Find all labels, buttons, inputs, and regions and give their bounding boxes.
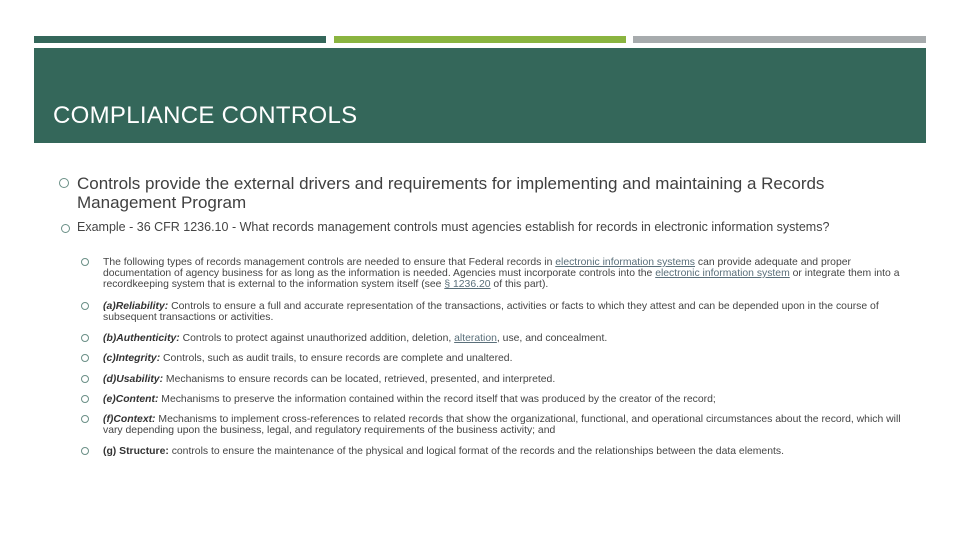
text-span: or integrate them into a recordkeeping system that is external to the information system itself (see: [103, 268, 900, 290]
item-label: (a)Reliability:: [103, 301, 169, 312]
circle-bullet-icon: [81, 302, 89, 310]
bullet-level1-item: [77, 174, 907, 212]
text-span: The following types of records management controls are needed to ensure that Federal records in: [103, 257, 556, 268]
sub-bullet-text: [103, 374, 918, 385]
sub-bullet-text: [103, 353, 918, 364]
item-label: (b)Authenticity:: [103, 333, 180, 344]
text-span: controls to ensure the maintenance of the physical and logical format of the records and the relationships between the data elements.: [168, 446, 784, 457]
sub-bullet-item: [103, 333, 918, 344]
link-alteration[interactable]: alteration: [454, 333, 497, 344]
text-span: Controls, such as audit trails, to ensure records are complete and unaltered.: [160, 353, 513, 364]
text-span: Controls to ensure a full and accurate representation of the transactions, activities or facts to which they attest and can be depended upon in the course of subsequent transactions or activities.: [103, 301, 879, 323]
item-label: (g) Structure:: [103, 446, 169, 457]
item-label: (f)Context:: [103, 414, 156, 425]
sub-bullet-text: [103, 414, 918, 436]
item-label: (c)Integrity:: [103, 353, 161, 364]
text-span: can provide adequate and proper documentation of agency business for as long as the information is needed. Agencies must incorporate controls into the: [103, 257, 851, 279]
sub-bullet-text: [103, 257, 918, 290]
circle-bullet-icon: [81, 354, 89, 362]
circle-bullet-icon: [81, 334, 89, 342]
text-span: Mechanisms to ensure records can be located, retrieved, presented, and interpreted.: [163, 374, 556, 385]
circle-bullet-icon: [81, 415, 89, 423]
circle-bullet-icon: [81, 258, 89, 266]
text-span: Mechanisms to implement cross-references to related records that show the organizational, functional, and operational circumstances about the record, which will vary depending upon the business, legal, and regulatory requirements of the business activity; and: [103, 414, 901, 436]
sub-bullet-text: [103, 446, 918, 457]
sub-bullet-text: [103, 394, 918, 405]
sub-bullet-item: [103, 414, 918, 436]
sub-bullet-item: [103, 394, 918, 405]
sub-bullet-item: [103, 353, 918, 364]
sub-bullet-item: [103, 374, 918, 385]
sub-bullet-text: [103, 301, 918, 323]
link-electronic-information-system[interactable]: electronic information system: [655, 268, 790, 279]
bullet-level1-item: [77, 221, 897, 234]
sub-bullet-item: [103, 446, 918, 457]
circle-bullet-icon: [81, 447, 89, 455]
text-span: Controls to protect against unauthorized addition, deletion,: [179, 333, 455, 344]
sub-bullet-item: [103, 301, 918, 323]
circle-bullet-icon: [61, 224, 70, 233]
sub-bullet-text: [103, 333, 918, 344]
item-label: (d)Usability:: [103, 374, 164, 385]
circle-bullet-icon: [81, 375, 89, 383]
sub-bullet-item: [103, 257, 918, 290]
text-span: Mechanisms to preserve the information contained within the record itself that was produced by the creator of the record;: [158, 394, 716, 405]
text-span: of this part).: [490, 279, 549, 290]
item-label: (e)Content:: [103, 394, 159, 405]
bullet-text: Controls provide the external drivers and requirements for implementing and maintaining a Records Management Program: [77, 174, 825, 212]
circle-bullet-icon: [59, 178, 69, 188]
circle-bullet-icon: [81, 395, 89, 403]
link-section-1236-20[interactable]: § 1236.20: [444, 279, 491, 290]
link-electronic-information-systems[interactable]: electronic information systems: [555, 257, 695, 268]
text-span: , use, and concealment.: [496, 333, 608, 344]
bullet-text: Example - 36 CFR 1236.10 - What records management controls must agencies establish for records in electronic information systems?: [77, 220, 830, 234]
slide-title: COMPLIANCE CONTROLS: [53, 102, 358, 129]
